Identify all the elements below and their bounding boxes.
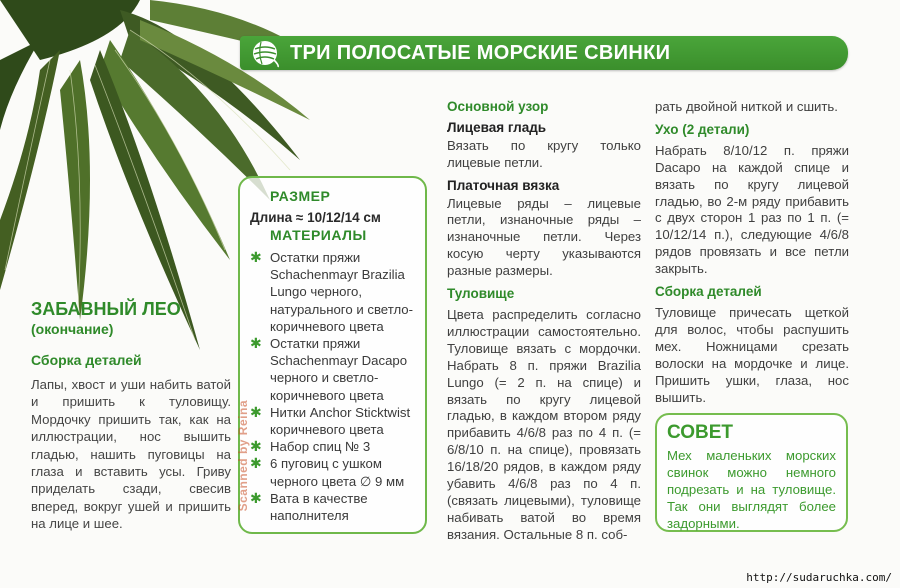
star-bullet-icon: ✱ bbox=[250, 455, 262, 472]
ear-text: Набрать 8/10/12 п. пряжи Dacapo на каждой спице и вязать по кругу лицевой гладью, во 2-м ряду прибавить с двух сторон 1 раз по 1 п. (= 10/12/14 п.), следующие 4/6/8 рядов провязать и все петли закрыть. bbox=[655, 142, 849, 277]
page-title: ТРИ ПОЛОСАТЫЕ МОРСКИЕ СВИНКИ bbox=[290, 41, 671, 64]
star-bullet-icon: ✱ bbox=[250, 489, 262, 506]
materials-heading: МАТЕРИАЛЫ bbox=[270, 227, 367, 243]
tip-text: Мех маленьких морских свинок можно немного подрезать и на туловище. Так они выглядят более задорными. bbox=[667, 448, 836, 531]
assembly-text-right: Туловище причесать щеткой для волос, чтобы распушить мех. Ножницами срезать волоски на мордочке и лице. Пришить ушки, глаза, нос вышить. bbox=[655, 304, 849, 405]
middle-column bbox=[447, 99, 641, 550]
assembly-heading: Сборка деталей bbox=[31, 352, 142, 368]
left-column bbox=[31, 298, 231, 533]
yarn-ball-icon bbox=[250, 38, 280, 68]
list-item: ✱ 6 пуговиц с ушком черного цвета ∅ 9 мм bbox=[250, 455, 405, 489]
stockinette-text: Вязать по кругу только лицевые петли. bbox=[447, 137, 641, 170]
continuation-text: рать двойной ниткой и сшить. bbox=[655, 99, 838, 114]
assembly-heading-right: Сборка деталей bbox=[655, 284, 762, 300]
right-column bbox=[655, 99, 849, 412]
materials-box bbox=[238, 176, 427, 534]
scan-watermark: Scanned by Reina bbox=[236, 400, 250, 512]
tip-heading: СОВЕТ bbox=[667, 422, 734, 443]
list-item: ✱ Остатки пряжи Schachenmayr Dacapo черного и светло-коричневого цвета bbox=[250, 335, 408, 403]
pattern-heading: Основной узор bbox=[447, 99, 549, 114]
garter-text: Лицевые ряды – лицевые петли, изнаночные ряды – изнаночные петли. Через косую черту указываются разные размеры. bbox=[447, 195, 641, 279]
section-heading: ЗАБАВНЫЙ ЛЕО bbox=[31, 299, 181, 319]
stockinette-title: Лицевая гладь bbox=[447, 119, 547, 135]
body-text: Цвета распределить согласно иллюстрации самостоятельно. Туловище вязать с мордочки. Набрать 8 п. пряжи Brazilia Lungo (= 2 п. на спице) и вязать по кругу лицевой гладью, в каждом втором ряду прибавить 4/6/8 раз по 4 п. (= 6/8/10 п. на спице), провязать 16/18/20 рядов, в каждом ряду убавить 4/6/8 раз по 4 п. (связать лицевыми), туловище набивать ватой во время вязания. Остальные 8 п. соб- bbox=[447, 306, 641, 542]
star-bullet-icon: ✱ bbox=[250, 249, 262, 265]
list-item: ✱ Набор спиц № 3 bbox=[250, 438, 371, 455]
assembly-text: Лапы, хвост и уши набить ватой и пришить к туловищу. Мордочку пришить так, как на иллюстрации, нос вышить гладью, нашить пуговицы на глаза и вставить усы. Гриву приделать сзади, свесив вперед, вокруг ушей и пришить на лице и шее. bbox=[31, 377, 231, 532]
ear-heading: Ухо (2 детали) bbox=[655, 121, 750, 137]
star-bullet-icon: ✱ bbox=[250, 335, 262, 352]
section-subheading: (окончание) bbox=[31, 321, 114, 337]
star-bullet-icon: ✱ bbox=[250, 438, 262, 455]
tip-box bbox=[655, 413, 848, 532]
garter-title: Платочная вязка bbox=[447, 177, 560, 193]
list-item: ✱ Вата в качестве наполнителя bbox=[250, 489, 368, 524]
title-banner bbox=[240, 36, 848, 70]
size-heading: РАЗМЕР bbox=[270, 188, 331, 204]
star-bullet-icon: ✱ bbox=[250, 403, 262, 420]
list-item: ✱ Нитки Anchor Sticktwist коричневого цвета bbox=[250, 403, 411, 438]
materials-list bbox=[250, 249, 415, 524]
list-item: ✱ Остатки пряжи Schachenmayr Brazilia Lungo черного, натурального и светло-коричневого цвета bbox=[250, 249, 414, 334]
size-value: Длина ≈ 10/12/14 см bbox=[250, 210, 381, 225]
source-url: http://sudaruchka.com/ bbox=[746, 571, 892, 584]
body-heading: Туловище bbox=[447, 286, 515, 302]
